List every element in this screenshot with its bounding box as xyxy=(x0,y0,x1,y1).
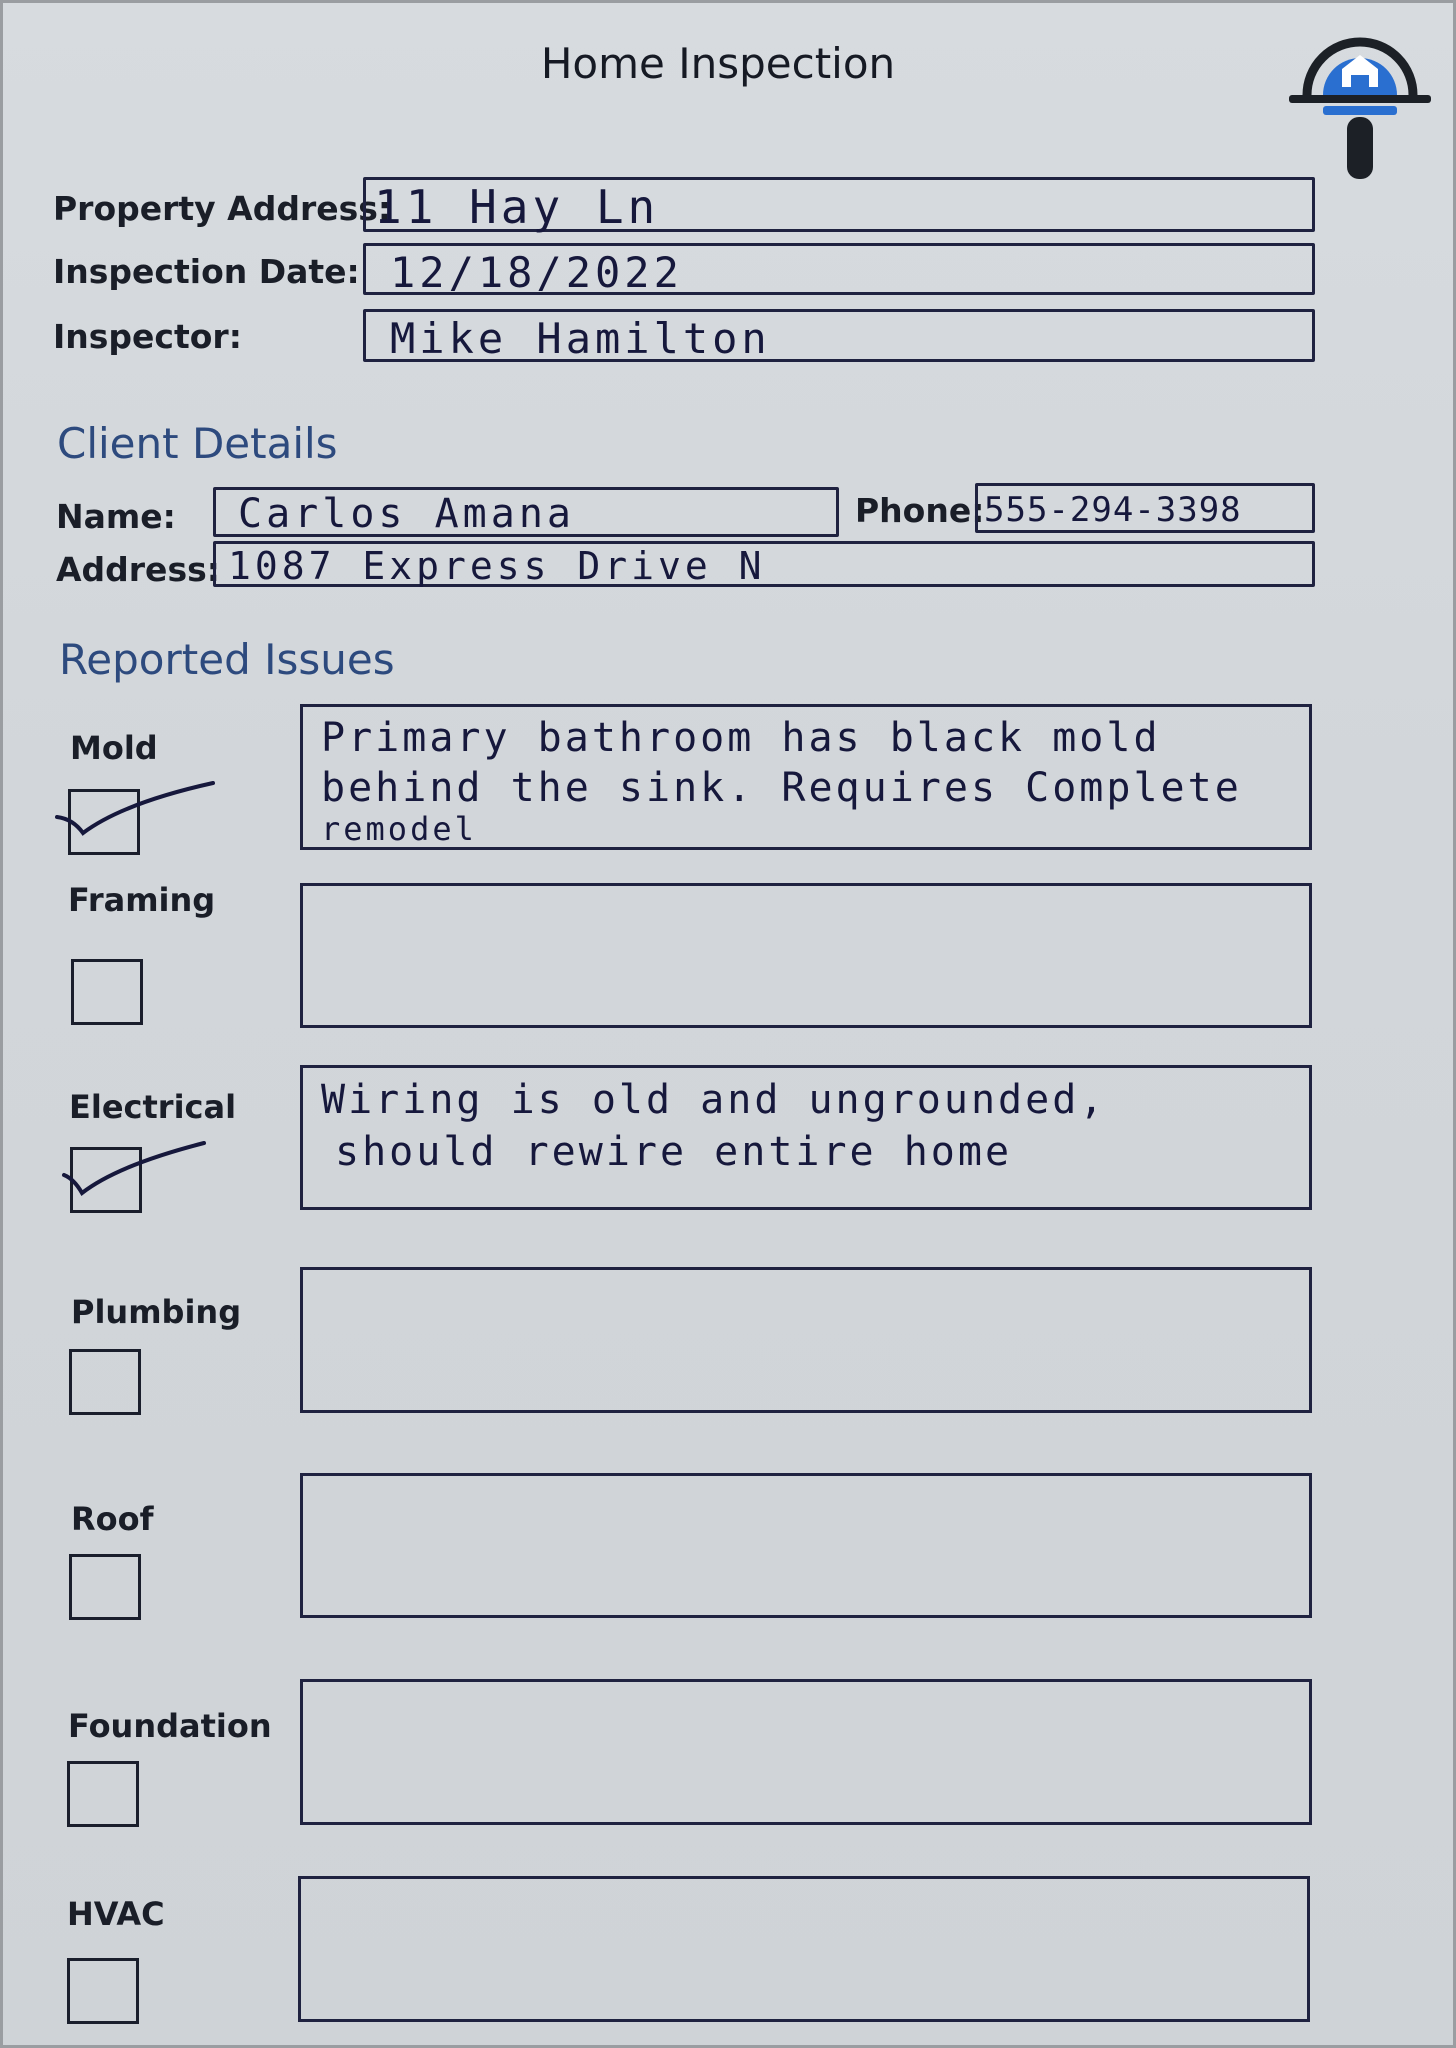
issue-notes-foundation[interactable] xyxy=(300,1679,1312,1825)
issue-notes-electrical[interactable] xyxy=(300,1065,1312,1210)
issue-label-framing: Framing xyxy=(68,881,216,919)
client-details-heading: Client Details xyxy=(57,419,338,468)
reported-issues-heading: Reported Issues xyxy=(59,635,395,684)
issue-label-plumbing: Plumbing xyxy=(71,1293,242,1331)
issue-checkbox-roof[interactable] xyxy=(69,1554,141,1620)
issue-notes-mold-line2: behind the sink. Requires Complete xyxy=(321,765,1242,811)
issue-label-mold: Mold xyxy=(70,729,158,767)
inspection-date-value: 12/18/2022 xyxy=(390,248,683,297)
client-name-value: Carlos Amana xyxy=(238,491,575,537)
client-address-label: Address: xyxy=(56,550,220,589)
client-name-field[interactable] xyxy=(213,487,839,537)
inspection-date-field[interactable] xyxy=(363,243,1315,295)
issue-label-hvac: HVAC xyxy=(67,1895,165,1933)
property-address-value: 11 Hay Ln xyxy=(374,180,660,234)
inspector-field[interactable] xyxy=(363,309,1315,362)
client-phone-value: 555-294-3398 xyxy=(984,490,1242,530)
form-title: Home Inspection xyxy=(540,39,896,88)
checkmark-electrical-icon xyxy=(58,1135,218,1205)
issue-notes-plumbing[interactable] xyxy=(300,1267,1312,1413)
issue-label-foundation: Foundation xyxy=(68,1707,272,1745)
issue-checkbox-plumbing[interactable] xyxy=(69,1349,141,1415)
issue-checkbox-hvac[interactable] xyxy=(67,1958,139,2024)
inspection-date-label: Inspection Date: xyxy=(53,252,360,291)
inspector-label: Inspector: xyxy=(53,317,242,356)
checkmark-mold-icon xyxy=(53,773,223,843)
issue-notes-framing[interactable] xyxy=(300,883,1312,1028)
property-address-field[interactable] xyxy=(363,177,1315,232)
issue-notes-roof[interactable] xyxy=(300,1473,1312,1618)
issue-notes-mold-line1: Primary bathroom has black mold xyxy=(321,715,1161,761)
client-phone-field[interactable] xyxy=(975,483,1315,533)
house-magnifier-logo-icon xyxy=(1285,7,1435,183)
issue-notes-hvac[interactable] xyxy=(298,1876,1310,2022)
issue-label-roof: Roof xyxy=(71,1500,154,1538)
issue-notes-mold-line3: remodel xyxy=(321,810,477,848)
client-address-value: 1087 Express Drive N xyxy=(228,544,766,588)
issue-notes-electrical-line2: should rewire entire home xyxy=(335,1129,1013,1175)
issue-checkbox-framing[interactable] xyxy=(71,959,143,1025)
client-name-label: Name: xyxy=(56,497,176,536)
issue-label-electrical: Electrical xyxy=(69,1088,237,1126)
inspector-value: Mike Hamilton xyxy=(390,314,771,363)
client-address-field[interactable] xyxy=(213,541,1315,587)
property-address-label: Property Address: xyxy=(53,189,392,228)
client-phone-label: Phone: xyxy=(855,491,985,530)
issue-notes-electrical-line1: Wiring is old and ungrounded, xyxy=(321,1077,1107,1123)
issue-notes-mold[interactable] xyxy=(300,704,1312,850)
issue-checkbox-foundation[interactable] xyxy=(67,1761,139,1827)
